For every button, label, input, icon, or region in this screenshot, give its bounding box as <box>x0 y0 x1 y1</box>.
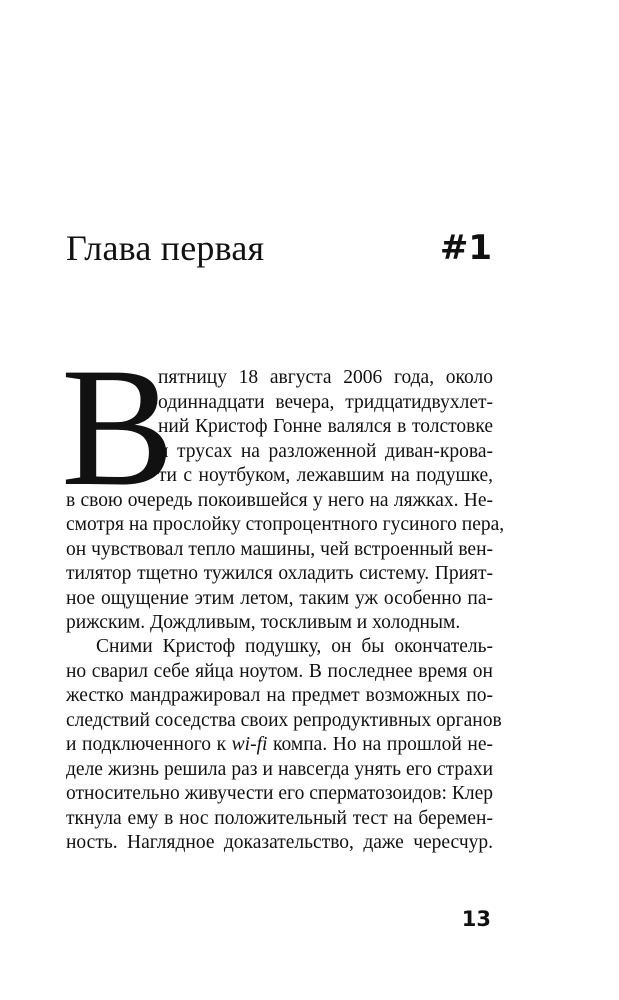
page-number: 13 <box>461 907 491 931</box>
text-line: относительно живучести его сперматозоидов: Клер <box>66 783 493 804</box>
text-line: он чувствовал тепло машины, чей встроенный вен- <box>66 538 493 560</box>
text-line: ний Кристоф Гонне валялся в толстовке <box>158 416 493 437</box>
text-line: рижским. Дождливым, тоскливым и холодным. <box>66 612 461 633</box>
text-line: ность. Наглядное доказательство, даже чересчур. <box>66 832 493 853</box>
text-line: и подключенного к wi-fi компа. Но на прошлой не- <box>66 734 493 755</box>
text-line: Сними Кристоф подушку, он бы окончатель- <box>96 636 493 657</box>
text-line: ти с ноутбуком, лежавшим на подушке, <box>158 465 493 486</box>
text-line: но сварил себе яйца ноутом. В последнее время он <box>66 660 493 682</box>
text-line: смотря на прослойку стопроцентного гусиного пера, <box>66 514 505 535</box>
drop-cap: В <box>61 333 175 521</box>
paragraph-2 <box>66 635 502 856</box>
text-line: пятницу 18 августа 2006 года, около <box>158 367 493 388</box>
text-line: одиннадцати вечера, тридцатидвухлет- <box>158 391 493 413</box>
text-line: в свою очередь покоившейся у него на ляжках. Не- <box>66 489 493 511</box>
text-line: ное ощущение этим летом, таким уж особенно па- <box>66 587 493 609</box>
chapter-number: #1 <box>439 228 492 268</box>
text-line: и трусах на разложенной диван-крова- <box>158 440 493 462</box>
text-line: жестко мандражировал на предмет возможных по- <box>66 685 493 706</box>
text-line: ткнула ему в нос положительный тест на беремен- <box>66 807 493 829</box>
chapter-title: Глава первая <box>66 228 265 268</box>
text-line: тилятор тщетно тужился охладить систему. Прият- <box>66 563 493 584</box>
text-line: следствий соседства своих репродуктивных органов <box>66 709 502 731</box>
paragraph-1 <box>66 366 505 636</box>
text-line: деле жизнь решила раз и навсегда унять его страхи <box>66 758 493 780</box>
